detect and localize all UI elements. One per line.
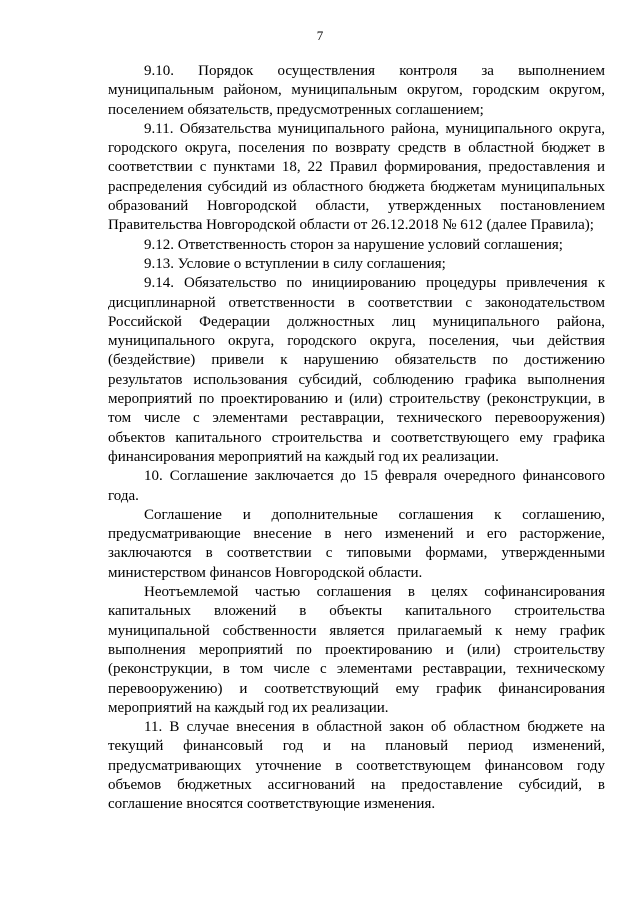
paragraph-10: 10. Соглашение заключается до 15 февраля очередного финансового года. <box>108 468 605 504</box>
paragraph-9-13: 9.13. Условие о вступлении в силу соглашения; <box>144 255 446 272</box>
document-body <box>108 62 605 815</box>
page-number: 7 <box>316 28 324 43</box>
paragraph-9-11: 9.11. Обязательства муниципального района, муниципального округа, городского округа, поселения по возврату средств в областной бюджет в соответствии с пунктами 18, 22 Правил формирования, предоставления и распределения субсидий из областного бюджета бюджетам муниципальных образований Новгородской области, утвержденных постановлением Правительства Новгородской области от 26.12.2018 № 612 (далее Правила); <box>108 120 605 234</box>
paragraph-agreement-forms: Соглашение и дополнительные соглашения к соглашению, предусматривающие внесение в него изменений и его расторжение, заключаются в соответствии с типовыми формами, утвержденными министерством финансов Новгородской области. <box>108 506 605 581</box>
paragraph-schedule-annex: Неотъемлемой частью соглашения в целях софинансирования капитальных вложений в объекты капитального строительства муниципальной собственности является прилагаемый к нему график выполнения мероприятий по проектированию и (или) строительству (реконструкции, в том числе с элементами реставрации, техническому перевооружению) и соответствующий ему график финансирования мероприятий на каждый год их реализации. <box>108 584 605 716</box>
paragraph-11: 11. В случае внесения в областной закон об областном бюджете на текущий финансовый год и на плановый период изменений, предусматривающих уточнение в соответствующем финансовом году объемов бюджетных ассигнований на предоставление субсидий, в соглашение вносятся соответствующие изменения. <box>108 719 605 813</box>
paragraph-9-14: 9.14. Обязательство по инициированию процедуры привлечения к дисциплинарной ответственности в соответствии с законодательством Российской Федерации должностных лиц муниципального района, муниципального округа, городского округа, поселения, чьи действия (бездействие) привели к нарушению обязательств по достижению результатов использования субсидий, соблюдению графика выполнения мероприятий по проектированию и (или) строительству (реконструкции, в том числе с элементами реставрации, технического перевооружения) объектов капитального строительства и соответствующего ему графика финансирования мероприятий на каждый год их реализации. <box>108 275 605 465</box>
paragraph-9-12: 9.12. Ответственность сторон за нарушение условий соглашения; <box>144 236 563 253</box>
paragraph-9-10: 9.10. Порядок осуществления контроля за выполнением муниципальным районом, муниципальным округом, городским округом, поселением обязательств, предусмотренных соглашением; <box>108 63 605 118</box>
